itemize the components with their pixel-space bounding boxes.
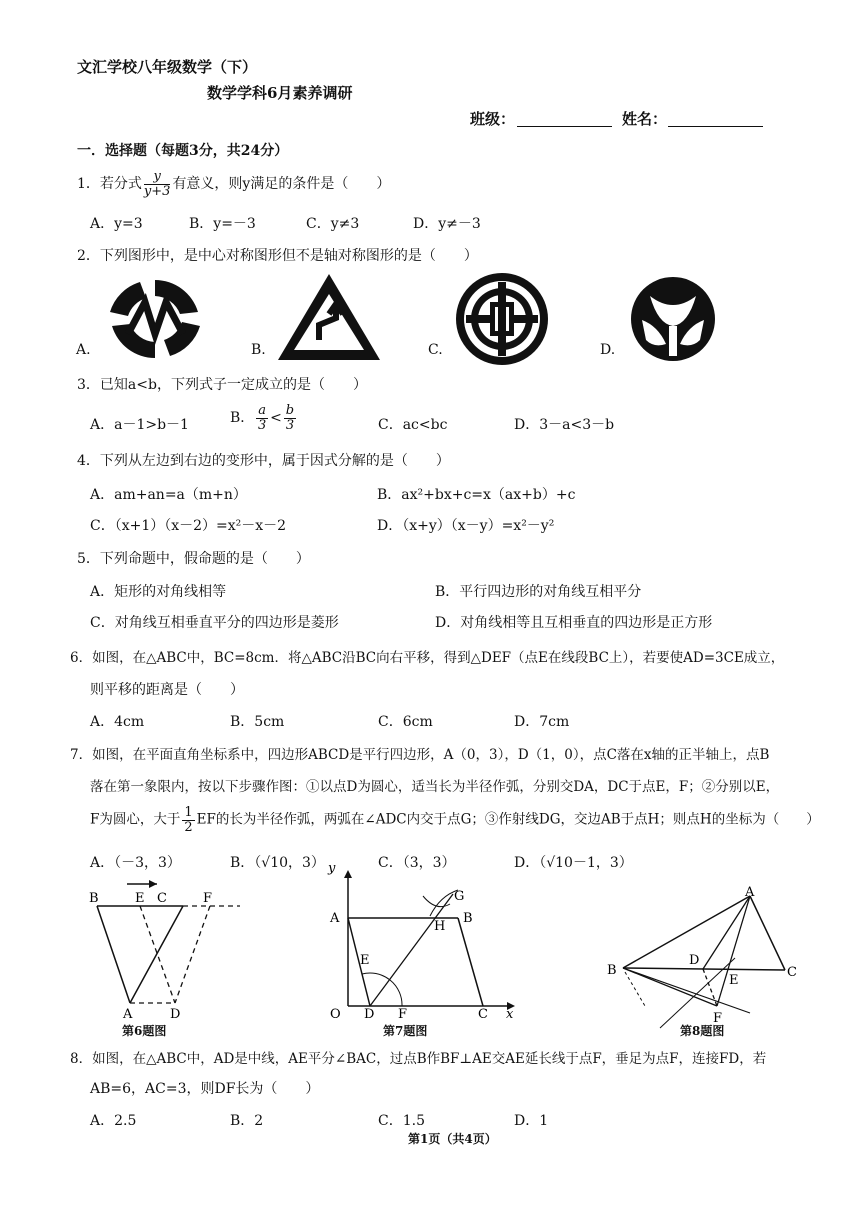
- q2-option-a: A.: [76, 342, 91, 358]
- question-7-stem-line1: 7．如图，在平面直角坐标系中，四边形ABCD是平行四边形，A（0，3），D（1，0），点C落在x轴的正半轴上，点B: [70, 747, 770, 763]
- fig6-label-f: F: [203, 891, 213, 906]
- q7-option-b: B．（√10，3）: [230, 855, 325, 871]
- q3-option-b: B． $\frac{a}{3}$ < $\frac{b}{3}$: [230, 403, 295, 433]
- q3-option-a: A．a－1>b－1: [90, 417, 189, 433]
- fig7-label-y: y: [328, 861, 336, 876]
- name-field[interactable]: [668, 108, 763, 127]
- page-footer: 第1页（共4页）: [408, 1132, 497, 1146]
- fig8-label-c: C: [787, 965, 797, 980]
- question-8-stem-line2: AB=6，AC=3，则DF长为（ ）: [90, 1081, 320, 1097]
- q1-option-b: B．y=－3: [189, 216, 256, 232]
- q6-option-c: C．6cm: [378, 714, 433, 730]
- q5-option-b: B．平行四边形的对角线互相平分: [435, 584, 642, 600]
- class-label: 班级：: [470, 110, 516, 128]
- q7-option-a: A．（－3，3）: [90, 855, 181, 871]
- q7-option-c: C．（3，3）: [378, 855, 456, 871]
- fig6-label-e: E: [135, 891, 145, 906]
- fig8-label-b: B: [607, 963, 617, 978]
- fig8-label-e: E: [729, 973, 739, 988]
- fig7-label-d: D: [364, 1007, 375, 1022]
- fig6-caption: 第6题图: [122, 1024, 167, 1038]
- fig6-label-a: A: [123, 1007, 133, 1022]
- q2-option-d: D.: [600, 342, 616, 358]
- fig8-label-a: A: [745, 885, 755, 900]
- question-2-stem: 2．下列图形中，是中心对称图形但不是轴对称图形的是（ ）: [77, 248, 478, 264]
- symbol-d-icon: [628, 274, 718, 364]
- fig7-label-h: H: [434, 919, 446, 934]
- symbol-c-icon: [452, 272, 552, 367]
- figure-6: [85, 878, 255, 1028]
- q4-option-a: A．am+an=a（m+n）: [90, 487, 247, 503]
- fig7-label-b: B: [463, 911, 473, 926]
- fig6-label-c: C: [157, 891, 167, 906]
- q1-option-a: A．y=3: [90, 216, 143, 232]
- question-6-stem-line2: 则平移的距离是（ ）: [90, 682, 244, 698]
- q5-option-a: A．矩形的对角线相等: [90, 584, 227, 600]
- question-1-stem: 1．若分式 $\frac{y}{y+3}$ 有意义，则y满足的条件是（ ）: [77, 169, 391, 199]
- q4-option-d: D．（x+y）（x－y）=x²－y²: [377, 518, 555, 534]
- q4-option-b: B．ax²+bx+c=x（ax+b）+c: [377, 487, 576, 503]
- q2-option-b: B.: [251, 342, 266, 358]
- fig8-label-f: F: [713, 1011, 723, 1026]
- q8-option-b: B．2: [230, 1113, 264, 1129]
- class-field[interactable]: [517, 108, 612, 127]
- q8-option-d: D．1: [514, 1113, 549, 1129]
- fig7-label-g: G: [454, 889, 465, 904]
- question-5-stem: 5．下列命题中，假命题的是（ ）: [77, 551, 310, 567]
- fig7-label-f: F: [398, 1007, 408, 1022]
- q1-option-d: D．y≠－3: [413, 216, 481, 232]
- q5-option-d: D．对角线相等且互相垂直的四边形是正方形: [435, 615, 713, 631]
- q3-option-c: C．ac<bc: [378, 417, 448, 433]
- fig7-label-a: A: [330, 911, 340, 926]
- q5-option-c: C．对角线互相垂直平分的四边形是菱形: [90, 615, 339, 631]
- name-label: 姓名：: [622, 110, 668, 128]
- question-7-stem-line2: 落在第一象限内，按以下步骤作图：①以点D为圆心，适当长为半径作弧，分别交DA，DC于点E，F；②分别以E，: [90, 779, 780, 795]
- q3-option-d: D．3－a<3－b: [514, 417, 615, 433]
- symbol-b-icon: [274, 270, 384, 365]
- question-3-stem: 3．已知a<b，下列式子一定成立的是（ ）: [77, 377, 367, 393]
- fig7-label-x: x: [506, 1007, 514, 1022]
- q7-option-d: D．（√10－1，3）: [514, 855, 633, 871]
- exam-title: 数学学科6月素养调研: [207, 84, 353, 102]
- section-heading: 一．选择题（每题3分，共24分）: [77, 143, 289, 159]
- q6-option-a: A．4cm: [90, 714, 145, 730]
- fig7-label-e: E: [360, 953, 370, 968]
- q1-option-c: C．y≠3: [306, 216, 360, 232]
- question-7-stem-line3: F为圆心，大于 $\frac{1}{2}$ EF的长为半径作弧，两弧在∠ADC内交于点G；③作射线DG，交边AB于点H；则点H的坐标为（ ）: [90, 805, 820, 835]
- q6-option-d: D．7cm: [514, 714, 570, 730]
- fig7-label-c: C: [478, 1007, 488, 1022]
- question-4-stem: 4．下列从左边到右边的变形中，属于因式分解的是（ ）: [77, 453, 450, 469]
- q4-option-c: C．（x+1）（x－2）=x²－x－2: [90, 518, 287, 534]
- figure-8: [605, 885, 805, 1028]
- fig6-label-b: B: [89, 891, 99, 906]
- question-6-stem-line1: 6．如图，在△ABC中，BC=8cm．将△ABC沿BC向右平移，得到△DEF（点E在线段BC上），若要使AD=3CE成立，: [70, 650, 785, 666]
- fig8-label-d: D: [689, 953, 700, 968]
- q8-option-a: A．2.5: [90, 1113, 137, 1129]
- question-8-stem-line1: 8．如图，在△ABC中，AD是中线，AE平分∠BAC，过点B作BF⊥AE交AE延长线于点F，垂足为点F，连接FD，若: [70, 1051, 767, 1067]
- q8-option-c: C．1.5: [378, 1113, 425, 1129]
- fig8-caption: 第8题图: [680, 1024, 725, 1038]
- fig7-label-o: O: [330, 1007, 341, 1022]
- fig6-label-d: D: [170, 1007, 181, 1022]
- fig7-caption: 第7题图: [383, 1024, 428, 1038]
- q2-option-c: C.: [428, 342, 443, 358]
- school-line: 文汇学校八年级数学（下）: [77, 58, 258, 76]
- symbol-a-icon: [100, 272, 210, 367]
- q6-option-b: B．5cm: [230, 714, 285, 730]
